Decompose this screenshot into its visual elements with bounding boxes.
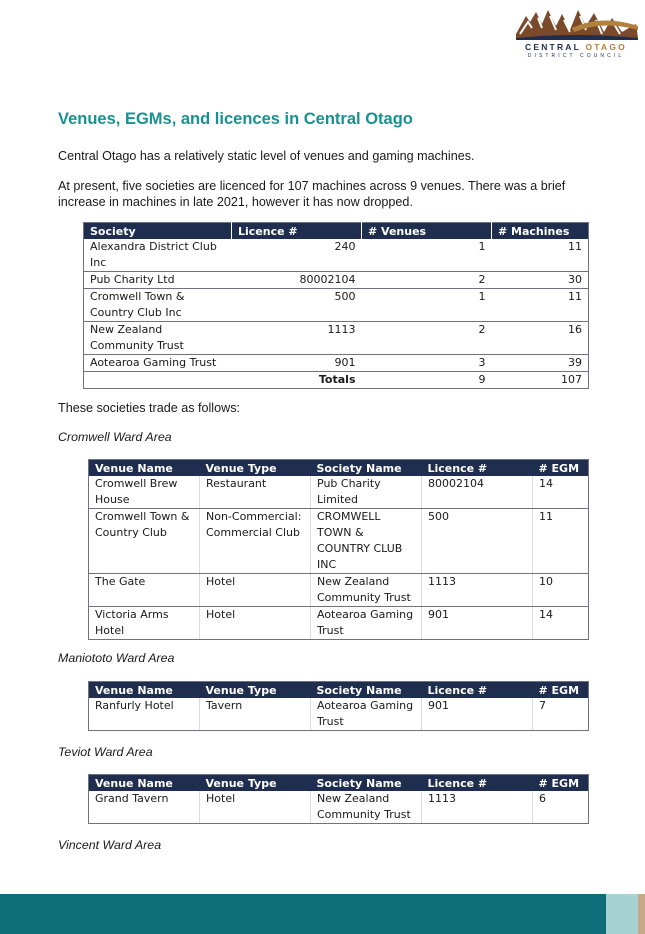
venue-count: 1 (362, 289, 492, 322)
footer-band (0, 894, 645, 934)
machine-count: 11 (492, 289, 589, 322)
table-row (84, 239, 589, 272)
footer-accent (606, 894, 638, 934)
column-header: Licence # (232, 223, 362, 240)
society-name: Pub Charity Ltd (84, 272, 232, 289)
trade-intro-paragraph: These societies trade as follows: (58, 401, 240, 415)
column-header: # Machines (492, 223, 589, 240)
venues-table-maniototo (88, 681, 589, 731)
egm-count: 10 (533, 574, 589, 607)
venue-name: Cromwell Brew House (89, 476, 200, 509)
table-row (89, 509, 589, 574)
column-header: Society Name (311, 775, 422, 792)
table-row (89, 791, 589, 824)
society-name: CROMWELL TOWN & COUNTRY CLUB INC (311, 509, 422, 574)
ward-heading-vincent: Vincent Ward Area (58, 838, 162, 852)
venue-name: Grand Tavern (89, 791, 200, 824)
mountain-logo-icon (512, 4, 640, 42)
egm-count: 14 (533, 607, 589, 640)
venue-type: Restaurant (200, 476, 311, 509)
column-header: Licence # (422, 775, 533, 792)
society-name: Alexandra District Club Inc (84, 239, 232, 272)
column-header: Venue Name (89, 682, 200, 699)
table-row (84, 355, 589, 372)
venue-name: Ranfurly Hotel (89, 698, 200, 731)
table-row (89, 476, 589, 509)
totals-label: Totals (318, 373, 356, 386)
column-header: Society (84, 223, 232, 240)
ward-heading-maniototo: Maniototo Ward Area (58, 651, 175, 665)
column-header: Venue Name (89, 775, 200, 792)
table-row (84, 322, 589, 355)
society-name: Aotearoa Gaming Trust (311, 607, 422, 640)
venues-table-teviot (88, 774, 589, 824)
venues-table-cromwell (88, 459, 589, 640)
venue-count: 2 (362, 322, 492, 355)
machine-count: 16 (492, 322, 589, 355)
licence-number: 80002104 (422, 476, 533, 509)
venue-name: Cromwell Town & Country Club (89, 509, 200, 574)
licence-number: 500 (422, 509, 533, 574)
column-header: Venue Type (200, 682, 311, 699)
intro-paragraph: Central Otago has a relatively static level of venues and gaming machines. (58, 149, 475, 163)
society-name: New Zealand Community Trust (311, 574, 422, 607)
column-header: Venue Name (89, 460, 200, 477)
licence-number: 1113 (422, 574, 533, 607)
licence-number: 80002104 (232, 272, 362, 289)
column-header: Society Name (311, 460, 422, 477)
logo-subtitle: DISTRICT COUNCIL (527, 53, 625, 59)
table-row (84, 289, 589, 322)
egm-count: 7 (533, 698, 589, 731)
society-name: Aotearoa Gaming Trust (84, 355, 232, 372)
egm-count: 11 (533, 509, 589, 574)
logo-wordmark: CENTRAL OTAGO (525, 42, 627, 52)
venue-type: Non-Commercial: Commercial Club (200, 509, 311, 574)
council-logo (512, 4, 640, 60)
table-row (84, 272, 589, 289)
societies-table (83, 222, 589, 389)
society-name: Aotearoa Gaming Trust (311, 698, 422, 731)
venue-count: 2 (362, 272, 492, 289)
column-header: # EGM (533, 460, 589, 477)
licence-number: 901 (422, 698, 533, 731)
licence-number: 901 (422, 607, 533, 640)
venue-count: 3 (362, 355, 492, 372)
page-title: Venues, EGMs, and licences in Central Otago (58, 110, 413, 128)
column-header: # Venues (362, 223, 492, 240)
machine-count: 11 (492, 239, 589, 272)
column-header: Venue Type (200, 460, 311, 477)
society-name: New Zealand Community Trust (84, 322, 232, 355)
column-header: Society Name (311, 682, 422, 699)
licence-number: 500 (232, 289, 362, 322)
ward-heading-teviot: Teviot Ward Area (58, 745, 153, 759)
total-venues: 9 (478, 373, 486, 386)
column-header: # EGM (533, 775, 589, 792)
venue-type: Hotel (200, 607, 311, 640)
table-row (89, 607, 589, 640)
machine-count: 30 (492, 272, 589, 289)
licence-number: 901 (232, 355, 362, 372)
venue-type: Hotel (200, 791, 311, 824)
venue-type: Tavern (200, 698, 311, 731)
table-row (89, 574, 589, 607)
table-header-row (84, 223, 589, 240)
licence-number: 1113 (422, 791, 533, 824)
column-header: Venue Type (200, 775, 311, 792)
machine-count: 39 (492, 355, 589, 372)
ward-heading-cromwell: Cromwell Ward Area (58, 430, 172, 444)
totals-row (84, 372, 589, 389)
egm-count: 14 (533, 476, 589, 509)
venue-count: 1 (362, 239, 492, 272)
society-name: New Zealand Community Trust (311, 791, 422, 824)
society-name: Cromwell Town & Country Club Inc (84, 289, 232, 322)
licence-number: 1113 (232, 322, 362, 355)
society-name: Pub Charity Limited (311, 476, 422, 509)
licence-number: 240 (232, 239, 362, 272)
table-header-row (89, 460, 589, 477)
total-machines: 107 (561, 373, 582, 386)
table-row (89, 698, 589, 731)
egm-count: 6 (533, 791, 589, 824)
table-header-row (89, 775, 589, 792)
column-header: # EGM (533, 682, 589, 699)
column-header: Licence # (422, 682, 533, 699)
venue-type: Hotel (200, 574, 311, 607)
column-header: Licence # (422, 460, 533, 477)
table-header-row (89, 682, 589, 699)
footer-edge (638, 894, 645, 934)
venue-name: The Gate (89, 574, 200, 607)
venue-name: Victoria Arms Hotel (89, 607, 200, 640)
summary-paragraph: At present, five societies are licenced for 107 machines across 9 venues. There was a brief increase in machines in late 2021, however it has now dropped. (58, 179, 566, 209)
